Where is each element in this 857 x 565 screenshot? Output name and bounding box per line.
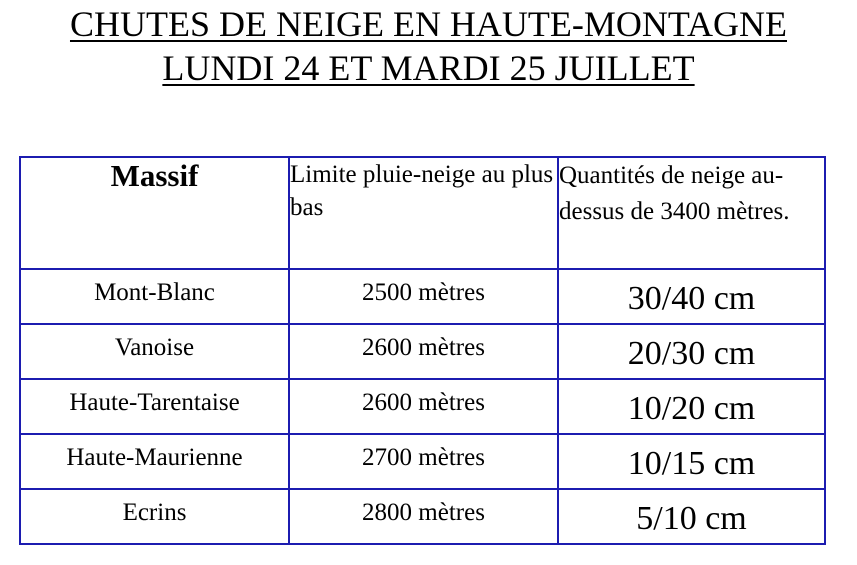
cell-quantity: 5/10 cm — [558, 489, 825, 544]
title-line-1 — [0, 2, 857, 46]
header-quantity: Quantités de neige au-dessus de 3400 mètres. — [558, 157, 825, 269]
cell-massif: Haute-Tarentaise — [20, 379, 289, 434]
cell-limit: 2700 mètres — [289, 434, 558, 489]
cell-limit: 2800 mètres — [289, 489, 558, 544]
cell-limit: 2600 mètres — [289, 324, 558, 379]
cell-quantity: 30/40 cm — [558, 269, 825, 324]
title-text-1: CHUTES DE NEIGE EN HAUTE-MONTAGNE — [69, 4, 787, 44]
cell-quantity: 10/15 cm — [558, 434, 825, 489]
header-limit: Limite pluie-neige au plus bas — [289, 157, 558, 269]
table-row — [20, 324, 825, 379]
title-line-2 — [0, 46, 857, 90]
header-massif: Massif — [20, 157, 289, 269]
cell-massif: Ecrins — [20, 489, 289, 544]
cell-limit: 2600 mètres — [289, 379, 558, 434]
page-title — [0, 2, 857, 90]
table-row — [20, 379, 825, 434]
cell-massif: Vanoise — [20, 324, 289, 379]
table-row — [20, 489, 825, 544]
cell-quantity: 20/30 cm — [558, 324, 825, 379]
cell-limit: 2500 mètres — [289, 269, 558, 324]
table-row — [20, 434, 825, 489]
table-row — [20, 269, 825, 324]
cell-massif: Haute-Maurienne — [20, 434, 289, 489]
header-row — [20, 157, 825, 269]
snowfall-table — [19, 156, 826, 545]
cell-massif: Mont-Blanc — [20, 269, 289, 324]
title-text-2: LUNDI 24 ET MARDI 25 JUILLET — [162, 48, 695, 88]
cell-quantity: 10/20 cm — [558, 379, 825, 434]
